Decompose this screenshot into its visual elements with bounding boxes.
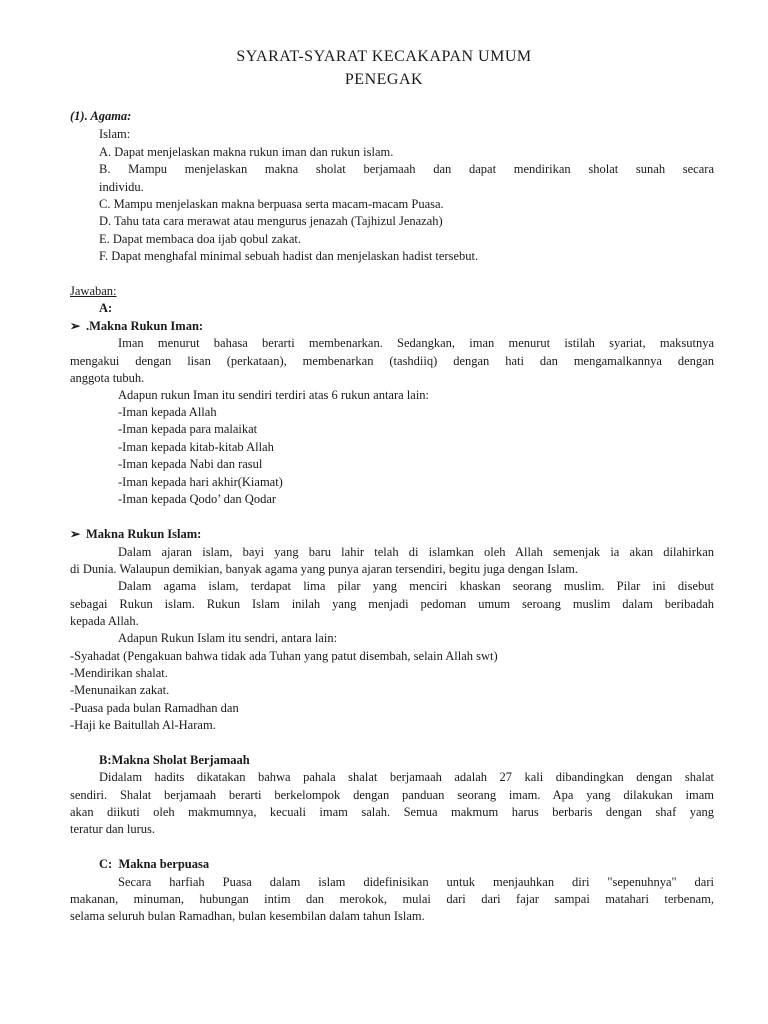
- islam-list-item: -Haji ke Baitullah Al-Haram.: [70, 718, 216, 732]
- iman-list-item: -Iman kepada Allah: [118, 405, 217, 419]
- iman-list-item: -Iman kepada kitab-kitab Allah: [118, 440, 274, 454]
- iman-paragraph-line-1: Iman menurut bahasa berarti membenarkan. Sedangkan, iman menurut istilah syariat, maksutnya: [118, 336, 714, 350]
- sholat-paragraph-line-3: akan diikuti oleh makmumnya, kecuali imam salah. Semua makmum harus berbaris dengan shaf yang: [70, 805, 714, 819]
- iman-list-item: -Iman kepada hari akhir(Kiamat): [118, 475, 283, 489]
- islam-paragraph-2-line-2: sebagai Rukun islam. Rukun Islam inilah yang menjadi pedoman umum seroang muslim dalam beribadah: [70, 597, 714, 611]
- requirement-b-line-1: B. Mampu menjelaskan makna sholat berjamaah dan dapat mendirikan sholat sunah secara: [99, 162, 714, 176]
- iman-intro-list: Adapun rukun Iman itu sendiri terdiri atas 6 rukun antara lain:: [118, 388, 430, 402]
- requirement-d: D. Tahu tata cara merawat atau mengurus jenazah (Tajhizul Jenazah): [99, 214, 443, 228]
- puasa-paragraph-line-3: selama seluruh bulan Ramadhan, bulan kesembilan dalam tahun Islam.: [70, 909, 425, 923]
- puasa-heading: C: Makna berpuasa: [99, 857, 210, 871]
- sholat-paragraph-line-1: Didalam hadits dikatakan bahwa pahala shalat berjamaah adalah 27 kali dibandingkan dengan shalat: [99, 770, 714, 784]
- islam-paragraph-2-line-1: Dalam agama islam, terdapat lima pilar yang menciri khaskan seorang muslim. Pilar ini disebut: [118, 579, 714, 593]
- puasa-paragraph-line-2: makanan, minuman, hubungan intim dan merokok, mulai dari dari fajar sampai matahari terbenam,: [70, 892, 714, 906]
- sholat-heading: B:Makna Sholat Berjamaah: [99, 753, 250, 767]
- title-line-1: SYARAT-SYARAT KECAKAPAN UMUM: [236, 48, 532, 65]
- rukun-iman-heading: [70, 318, 203, 336]
- rukun-islam-heading: [70, 526, 201, 544]
- islam-paragraph-2-line-3: kepada Allah.: [70, 614, 139, 628]
- title-line-2: PENEGAK: [344, 71, 424, 88]
- islam-list-item: -Syahadat (Pengakuan bahwa tidak ada Tuhan yang patut disembah, selain Allah swt): [70, 649, 498, 663]
- rukun-islam-heading-text: Makna Rukun Islam:: [86, 527, 202, 541]
- islam-label: Islam:: [99, 127, 131, 141]
- islam-list-item: -Menunaikan zakat.: [70, 683, 170, 697]
- answer-a-label: A:: [99, 301, 113, 315]
- islam-paragraph-1-line-1: Dalam ajaran islam, bayi yang baru lahir telah di islamkan oleh Allah semenjak ia akan dilahirkan: [118, 545, 714, 559]
- jawaban-label: Jawaban:: [70, 284, 117, 298]
- sholat-paragraph-line-2: sendiri. Shalat berjamaah berarti berkelompok dengan panduan seorang imam. Apa yang dilakukan imam: [70, 788, 714, 802]
- arrow-bullet-icon: ➢: [70, 527, 81, 541]
- requirement-c: C. Mampu menjelaskan makna berpuasa serta macam-macam Puasa.: [99, 197, 444, 211]
- sholat-paragraph-line-4: teratur dan lurus.: [70, 822, 156, 836]
- arrow-bullet-icon: ➢: [70, 319, 81, 333]
- iman-paragraph-line-2: mengakui dengan lisan (perkataan), membenarkan (tashdiiq) dengan hati dan mengamalkannya dengan: [70, 354, 714, 368]
- islam-list-item: -Puasa pada bulan Ramadhan dan: [70, 701, 239, 715]
- iman-paragraph-line-3: anggota tubuh.: [70, 371, 145, 385]
- requirement-f: F. Dapat menghafal minimal sebuah hadist dan menjelaskan hadist tersebut.: [99, 249, 479, 263]
- requirement-e: E. Dapat membaca doa ijab qobul zakat.: [99, 232, 302, 246]
- iman-list-item: -Iman kepada para malaikat: [118, 422, 258, 436]
- islam-paragraph-1-line-2: di Dunia. Walaupun demikian, banyak agama yang punya ajaran tersendiri, begitu juga dengan Islam.: [70, 562, 578, 576]
- puasa-paragraph-line-1: Secara harfiah Puasa dalam islam didefinisikan untuk menjauhkan diri "sepenuhnya" dari: [118, 875, 714, 889]
- requirement-b-line-2: individu.: [99, 180, 144, 194]
- section-agama-heading: (1). Agama:: [70, 109, 132, 123]
- iman-list-item: -Iman kepada Nabi dan rasul: [118, 457, 263, 471]
- requirement-a: A. Dapat menjelaskan makna rukun iman dan rukun islam.: [99, 145, 394, 159]
- islam-intro-list: Adapun Rukun Islam itu sendri, antara lain:: [118, 631, 338, 645]
- iman-list-item: -Iman kepada Qodo’ dan Qodar: [118, 492, 277, 506]
- islam-list-item: -Mendirikan shalat.: [70, 666, 168, 680]
- rukun-iman-heading-text: .Makna Rukun Iman:: [86, 319, 204, 333]
